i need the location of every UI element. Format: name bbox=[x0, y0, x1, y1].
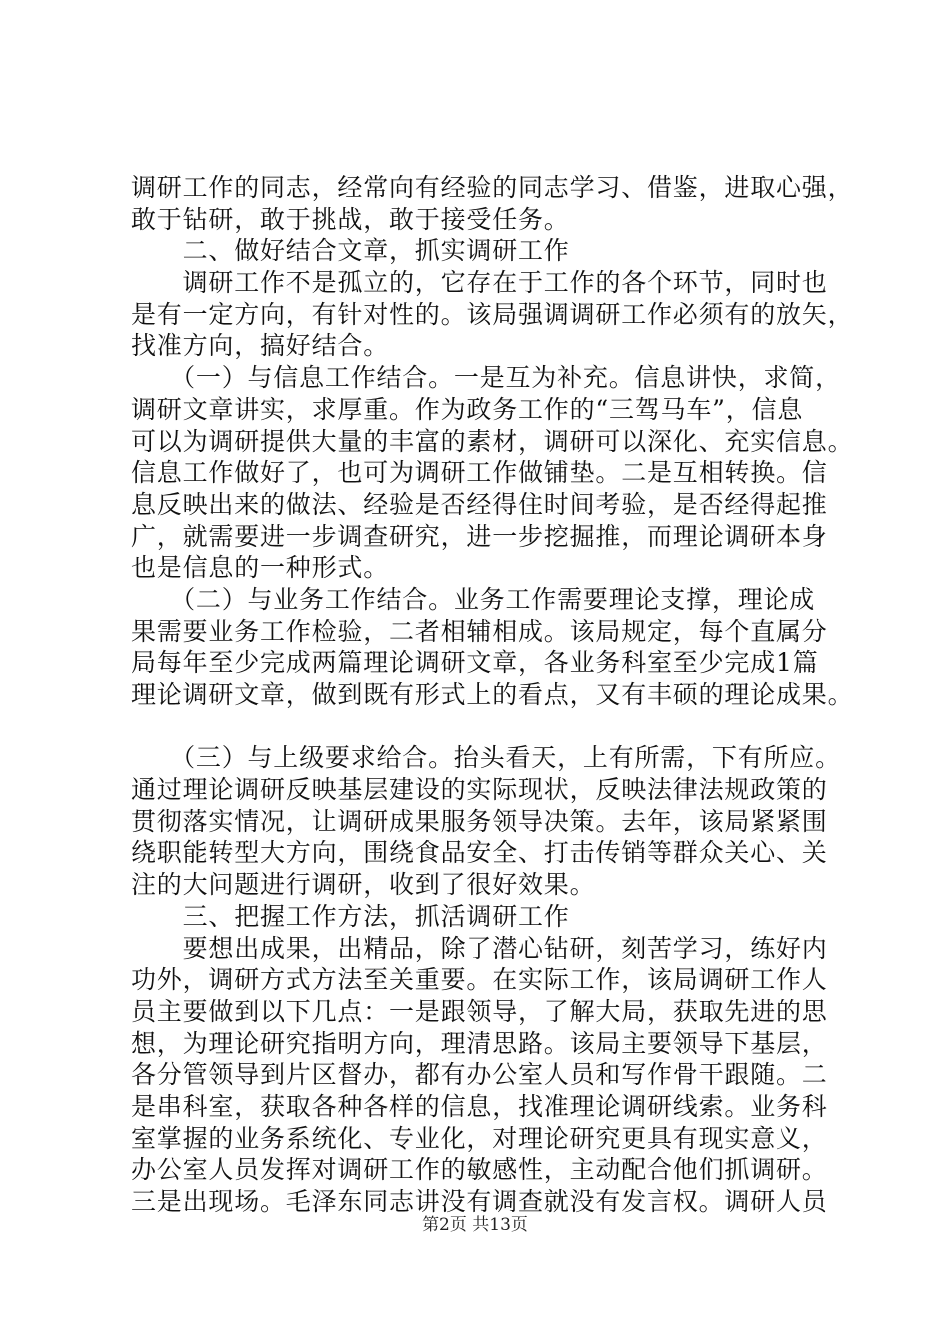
text-line: 通过理论调研反映基层建设的实际现状，反映法律法规政策的 bbox=[131, 775, 828, 805]
page-footer bbox=[0, 1214, 950, 1236]
page-number-label: 第2页 共13页 bbox=[422, 1215, 528, 1235]
text-line: 调研工作不是孤立的，它存在于工作的各个环节，同时也 bbox=[131, 268, 828, 298]
blank-line bbox=[131, 711, 831, 743]
text-line: 果需要业务工作检验，二者相辅相成。该局规定，每个直属分 bbox=[131, 616, 828, 646]
text-line: 贯彻落实情况，让调研成果服务领导决策。去年，该局紧紧围 bbox=[131, 806, 828, 836]
text-line: （一）与信息工作结合。一是互为补充。信息讲快，求简， bbox=[131, 363, 841, 393]
text-line: 办公室人员发挥对调研工作的敏感性，主动配合他们抓调研。 bbox=[131, 1155, 828, 1185]
text-line: 室掌握的业务系统化、专业化，对理论研究更具有现实意义， bbox=[131, 1123, 828, 1153]
text-line: 是串科室，获取各种各样的信息，找准理论调研线索。业务科 bbox=[131, 1091, 828, 1121]
text-line: 局每年至少完成两篇理论调研文章，各业务科室至少完成1篇 bbox=[131, 648, 819, 678]
text-line: 也是信息的一种形式。 bbox=[131, 553, 390, 583]
text-line: 要想出成果，出精品，除了潜心钻研，刻苦学习，练好内 bbox=[131, 933, 828, 963]
text-line: 调研工作的同志，经常向有经验的同志学习、借鉴，进取心强， bbox=[131, 173, 854, 202]
text-line: （三）与上级要求给合。抬头看天，上有所需，下有所应。 bbox=[131, 743, 841, 773]
text-line: 敢于钻研，敢于挑战，敢于接受任务。 bbox=[131, 204, 570, 234]
section-heading: 三、把握工作方法，抓活调研工作 bbox=[131, 901, 570, 931]
text-line: 三是出现场。毛泽东同志讲没有调查就没有发言权。调研人员 bbox=[131, 1187, 828, 1216]
document-body bbox=[131, 172, 854, 1218]
text-line: 信息工作做好了，也可为调研工作做铺垫。二是互相转换。信 bbox=[131, 458, 828, 488]
text-line: 各分管领导到片区督办，都有办公室人员和写作骨干跟随。二 bbox=[131, 1060, 828, 1090]
text-line: （二）与业务工作结合。业务工作需要理论支撑，理论成 bbox=[131, 584, 816, 614]
text-line: 是有一定方向，有针对性的。该局强调调研工作必须有的放矢， bbox=[131, 299, 854, 329]
text-line: 理论调研文章，做到既有形式上的看点，又有丰硕的理论成果。 bbox=[131, 680, 854, 709]
text-line: 可以为调研提供大量的丰富的素材，调研可以深化、充实信息。 bbox=[131, 426, 854, 456]
text-line: 注的大问题进行调研，收到了很好效果。 bbox=[131, 870, 596, 900]
text-line: 息反映出来的做法、经验是否经得住时间考验，是否经得起推 bbox=[131, 489, 828, 519]
text-line: 调研文章讲实，求厚重。作为政务工作的“三驾马车”，信息 bbox=[131, 394, 804, 424]
section-heading: 二、做好结合文章，抓实调研工作 bbox=[131, 236, 570, 266]
text-line: 员主要做到以下几点：一是跟领导，了解大局，获取先进的思 bbox=[131, 996, 828, 1026]
text-line: 绕职能转型大方向，围绕食品安全、打击传销等群众关心、关 bbox=[131, 838, 828, 868]
text-line: 想，为理论研究指明方向，理清思路。该局主要领导下基层， bbox=[131, 1028, 828, 1058]
text-line: 广，就需要进一步调查研究，进一步挖掘推，而理论调研本身 bbox=[131, 521, 828, 551]
text-line: 功外，调研方式方法至关重要。在实际工作，该局调研工作人 bbox=[131, 965, 828, 995]
text-line: 找准方向，搞好结合。 bbox=[131, 331, 390, 361]
